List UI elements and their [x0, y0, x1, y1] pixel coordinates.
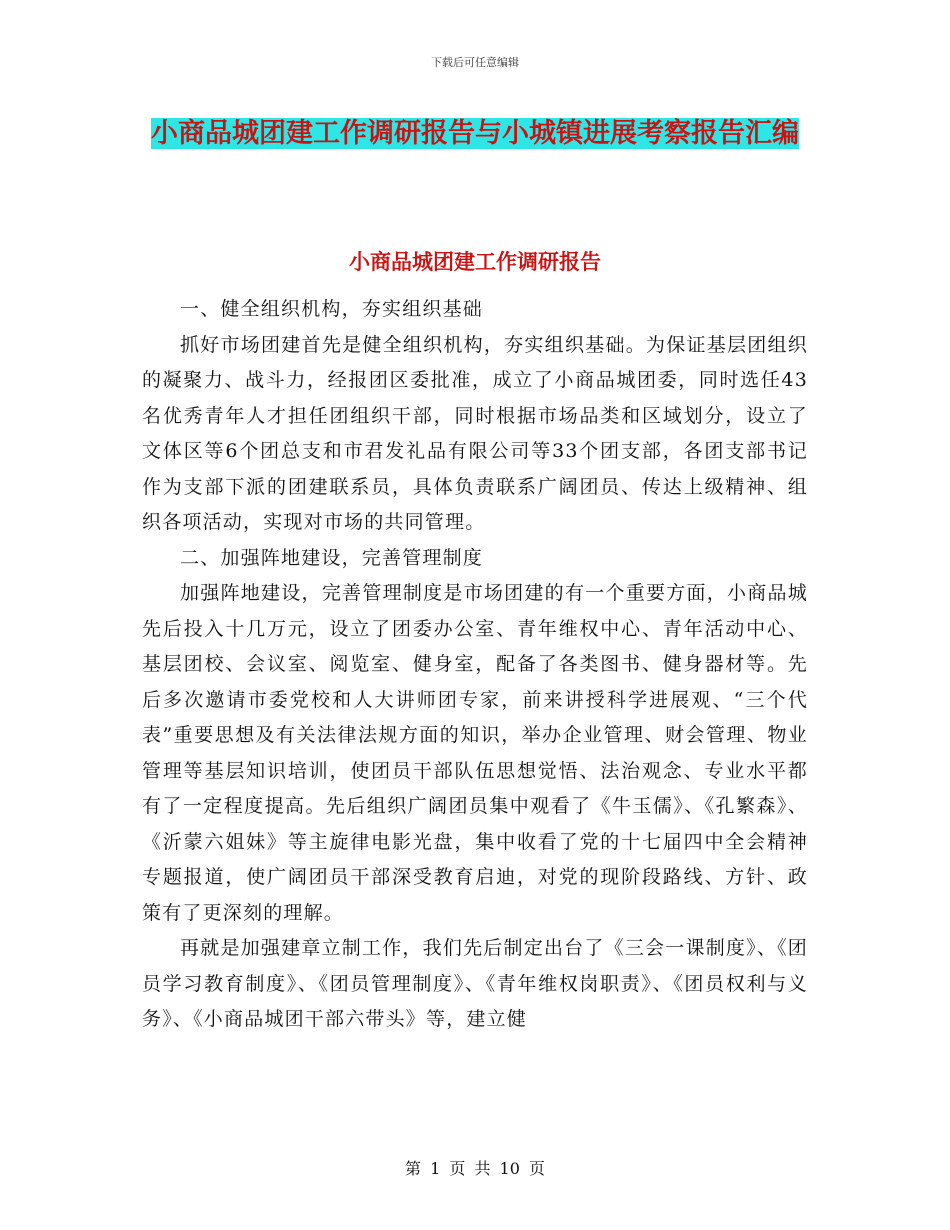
section-title: 小商品城团建工作调研报告 [349, 249, 601, 274]
body-paragraph-1: 抓好市场团建首先是健全组织机构，夯实组织基础。为保证基层团组织的凝聚力、战斗力，经报团区委批准，成立了小商品城团委，同时选任43名优秀青年人才担任团组织干部，同时根据市场品类和区域划分，设立了文体区等6个团总支和市君发礼品有限公司等33个团支部，各团支部书记作为支部下派的团建联系员，具体负责联系广阔团员、传达上级精神、组织各项活动，实现对市场的共同管理。 [142, 333, 808, 533]
document-title-text: 小商品城团建工作调研报告与小城镇进展考察报告汇编 [151, 118, 799, 149]
document-body [142, 292, 808, 1038]
body-paragraph-3: 再就是加强建章立制工作，我们先后制定出台了《三会一课制度》、《团员学习教育制度》、《团员管理制度》、《青年维权岗职责》、《团员权利与义务》、《小商品城团干部六带头》等，建立健 [142, 937, 808, 1030]
page-footer: 第 1 页 共 10 页 [405, 1159, 545, 1178]
section-heading-1: 一、健全组织机构，夯实组织基础 [180, 298, 484, 320]
section-heading-2: 二、加强阵地建设，完善管理制度 [180, 546, 484, 569]
header-note: 下载后可任意编辑 [431, 56, 519, 69]
body-paragraph-2: 加强阵地建设，完善管理制度是市场团建的有一个重要方面，小商品城先后投入十几万元，设立了团委办公室、青年维权中心、青年活动中心、基层团校、会议室、阅览室、健身室，配备了各类图书、健身器材等。先后多次邀请市委党校和人大讲师团专家，前来讲授科学进展观、“三个代表”重要思想及有关法律法规方面的知识，举办企业管理、财会管理、物业管理等基层知识培训，使团员干部队伍思想觉悟、法治观念、专业水平都有了一定程度提高。先后组织广阔团员集中观看了《牛玉儒》、《孔繁森》、《沂蒙六姐妹》等主旋律电影光盘，集中收看了党的十七届四中全会精神专题报道，使广阔团员干部深受教育启迪，对党的现阶段路线、方针、政策有了更深刻的理解。 [142, 582, 808, 924]
document-title [140, 111, 810, 157]
